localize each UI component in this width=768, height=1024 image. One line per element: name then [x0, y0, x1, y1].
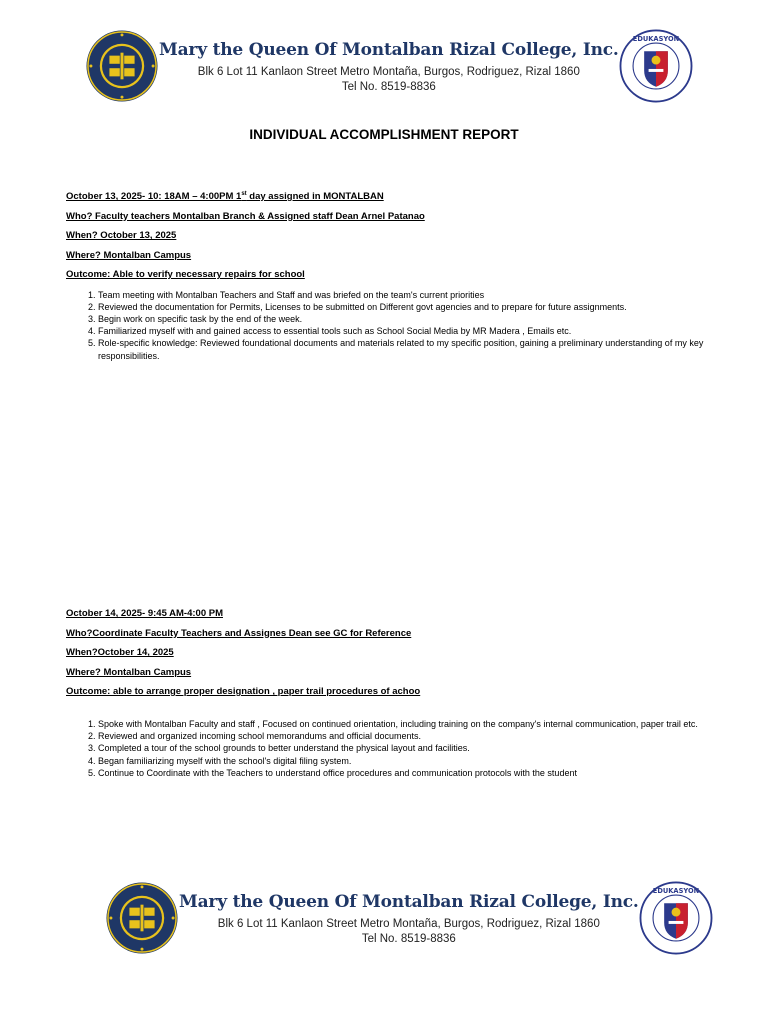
- letterhead-text: [159, 40, 619, 93]
- accomplishment-list: [66, 718, 706, 779]
- list-item: 5. Continue to Coordinate with the Teachers to understand office procedures and communication protocols with the student: [98, 767, 706, 779]
- entry-when: When?October 14, 2025: [66, 647, 174, 658]
- list-item: 2. Reviewed and organized incoming school memorandums and official documents.: [98, 730, 706, 742]
- entry-october-14: [66, 608, 706, 779]
- report-title: INDIVIDUAL ACCOMPLISHMENT REPORT: [249, 127, 519, 142]
- entry-date-line: October 14, 2025- 9:45 AM-4:00 PM: [66, 608, 223, 619]
- entry-where: Where? Montalban Campus: [66, 666, 192, 678]
- accomplishment-list: [66, 289, 706, 362]
- list-item: 1. Spoke with Montalban Faculty and staff , Focused on continued orientation, including training on the company's internal communication, paper trail etc.: [98, 718, 706, 730]
- college-name: Mary the Queen Of Montalban Rizal College, Inc.: [159, 39, 619, 60]
- list-item: 3. Completed a tour of the school grounds to better understand the physical layout and facilities.: [98, 742, 706, 754]
- college-seal-icon: [85, 29, 159, 103]
- letterhead-top: [85, 22, 679, 110]
- college-seal-icon: [105, 881, 179, 955]
- list-item: 5. Role-specific knowledge: Reviewed foundational documents and materials related to my specific position, gaining a preliminary understanding of my key responsibilities.: [98, 337, 706, 361]
- entry-date-line: October 13, 2025- 10: 18AM – 4:00PM 1st day assigned in MONTALBAN: [66, 190, 384, 202]
- list-item: 4. Began familiarizing myself with the school's digital filing system.: [98, 755, 706, 767]
- college-tel: Tel No. 8519-8836: [341, 80, 436, 93]
- entry-who: Who?Coordinate Faculty Teachers and Assignes Dean see GC for Reference: [66, 627, 412, 639]
- college-name: Mary the Queen Of Montalban Rizal College, Inc.: [179, 891, 639, 912]
- entry-who: Who? Faculty teachers Montalban Branch & Assigned staff Dean Arnel Patanao: [66, 210, 425, 222]
- list-item: 3. Begin work on specific task by the end of the week.: [98, 313, 706, 325]
- entry-where: Where? Montalban Campus: [66, 249, 192, 261]
- list-item: 1. Team meeting with Montalban Teachers and Staff and was briefed on the team's current priorities: [98, 289, 706, 301]
- college-address: Blk 6 Lot 11 Kanlaon Street Metro Montaña, Burgos, Rodriguez, Rizal 1860: [217, 917, 600, 930]
- entry-when: When? October 13, 2025: [66, 230, 177, 241]
- list-item: 4. Familiarized myself with and gained access to essential tools such as School Social Media by MR Madera , Emails etc.: [98, 325, 706, 337]
- entry-outcome: Outcome: able to arrange proper designation , paper trail procedures of achoo: [66, 686, 421, 697]
- svg-text:EDUKASYON: EDUKASYON: [652, 886, 699, 895]
- letterhead-bottom: [105, 874, 699, 962]
- college-tel: Tel No. 8519-8836: [361, 932, 456, 945]
- entry-outcome: Outcome: Able to verify necessary repairs for school: [66, 269, 305, 280]
- deped-seal-icon: [639, 881, 713, 955]
- entry-october-13: [66, 191, 706, 362]
- college-address: Blk 6 Lot 11 Kanlaon Street Metro Montaña, Burgos, Rodriguez, Rizal 1860: [197, 65, 580, 78]
- svg-text:EDUKASYON: EDUKASYON: [632, 34, 679, 43]
- list-item: 2. Reviewed the documentation for Permits, Licenses to be submitted on Different govt agencies and to prepare for future assignments.: [98, 301, 706, 313]
- deped-seal-icon: [619, 29, 693, 103]
- letterhead-text: [179, 892, 639, 945]
